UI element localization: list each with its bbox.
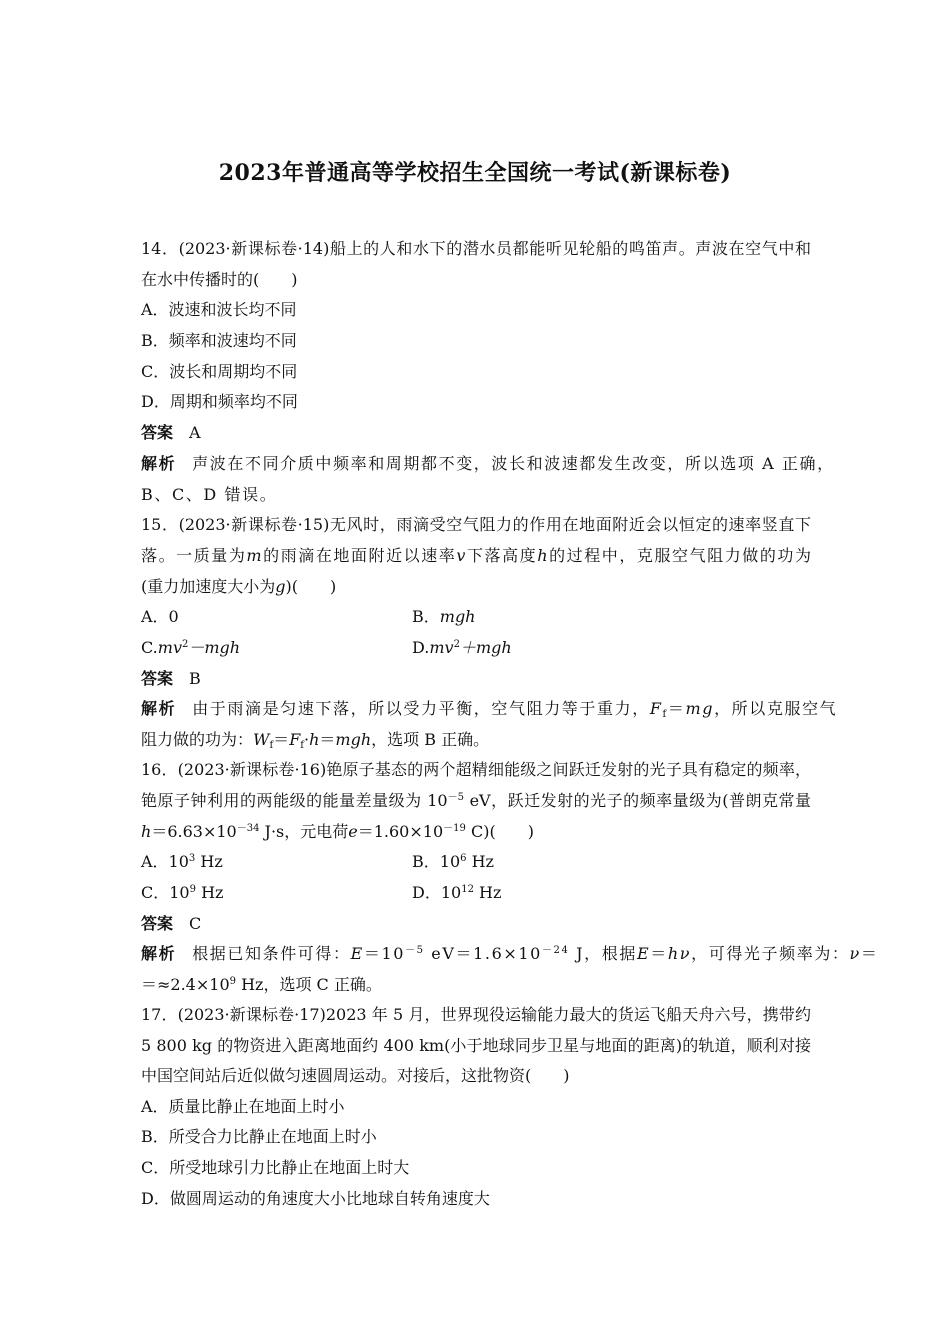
q16-option-a: A．$10^3$ Hz [141, 852, 223, 871]
q17-option-d: D．做圆周运动的角速度大小比地球自转角速度大 [141, 1189, 490, 1208]
q16-answer [141, 914, 201, 934]
q16-option-c: C．$10^9$ Hz [141, 883, 224, 902]
page-title: 2023年普通高等学校招生全国统一考试(新课标卷) [218, 160, 732, 186]
q17-stem-line1: 17．(2023·新课标卷·17)2023 年 5 月，世界现役运输能力最大的货运飞船天舟六号，携带约 [141, 1005, 811, 1024]
q14-option-c: C．波长和周期均不同 [141, 362, 298, 381]
answer-value: C [189, 914, 202, 933]
q15-option-d: $D.mv^2+mgh$ [412, 638, 512, 657]
analysis-label: 解析 [141, 699, 177, 718]
q17-option-a: A．质量比静止在地面上时小 [141, 1097, 345, 1116]
answer-value: B [189, 669, 201, 688]
q14-analysis-line1 [141, 454, 835, 474]
q15-answer [141, 669, 201, 689]
q14-analysis-line2: B、C、D 错误。 [141, 485, 278, 504]
q16-stem-line3: $h=6.63\times 10^{-34}$ J·s，元电荷$e=1.60\times 10^{-19}$ C)( ) [141, 822, 534, 841]
q14-stem-line2: 在水中传播时的( ) [141, 270, 298, 289]
q15-option-b: B．mgh [412, 607, 476, 626]
q17-option-c: C．所受地球引力比静止在地面上时大 [141, 1158, 410, 1177]
q16-stem-line2: 铯原子钟利用的两能级的能量差量级为 $10^{-5}$ eV，跃迁发射的光子的频率量级为(普朗克常量 [141, 791, 811, 810]
analysis-text: 声波在不同介质中频率和周期都不变，波长和波速都发生改变，所以选项 A 正确， [192, 454, 835, 473]
q17-stem-line2: 5 800 kg 的物资进入距离地面约 400 km(小于地球同步卫星与地面的距离)的轨道，顺利对接 [141, 1036, 811, 1055]
q14-option-a: A．波速和波长均不同 [141, 300, 297, 319]
q17-option-b: B．所受合力比静止在地面上时小 [141, 1127, 377, 1146]
analysis-label: 解析 [141, 454, 177, 473]
q16-analysis-line1: 解析 根据已知条件可得：$E=10^{-5}$ $eV=1.6\times 10^{-24}$ J，根据E＝hν，可得光子频率为：ν＝ [141, 944, 879, 963]
q16-option-d: D．$10^{12}$ Hz [412, 883, 502, 902]
answer-value: A [189, 423, 201, 442]
q15-analysis-line1: 解析 由于雨滴是匀速下落，所以受力平衡，空气阻力等于重力，$F_f=mg$，所以克服空气 [141, 699, 838, 720]
answer-label: 答案 [141, 669, 174, 688]
q15-stem-line1: 15．(2023·新课标卷·15)无风时，雨滴受空气阻力的作用在地面附近会以恒定的速率竖直下 [141, 515, 811, 534]
analysis-label: 解析 [141, 944, 177, 963]
answer-label: 答案 [141, 914, 174, 933]
q15-stem-line3: (重力加速度大小为g)( ) [141, 577, 337, 596]
q14-stem-line1: 14．(2023·新课标卷·14)船上的人和水下的潜水员都能听见轮船的鸣笛声。声波在空气中和 [141, 239, 811, 258]
q15-option-c: $C.mv^2-mgh$ [141, 638, 241, 657]
q14-option-d: D．周期和频率均不同 [141, 392, 298, 411]
q16-stem-line1: 16．(2023·新课标卷·16)铯原子基态的两个超精细能级之间跃迁发射的光子具有稳定的频率， [141, 760, 811, 779]
q16-option-b: B．$10^6$ Hz [412, 852, 494, 871]
q15-stem-line2: 落。一质量为m的雨滴在地面附近以速率v下落高度h的过程中，克服空气阻力做的功为 [141, 546, 811, 565]
q15-option-a: A．0 [141, 607, 179, 626]
answer-label: 答案 [141, 423, 174, 442]
q14-answer [141, 423, 201, 443]
q14-option-b: B．频率和波速均不同 [141, 331, 297, 350]
q16-analysis-line2: $=\approx 2.4\times 10^9$ Hz，选项 C 正确。 [141, 975, 382, 994]
q15-analysis-line2: 阻力做的功为：$W_f=F_f\cdot h=mgh$，选项 B 正确。 [141, 730, 490, 751]
q17-stem-line3: 中国空间站后近似做匀速圆周运动。对接后，这批物资( ) [141, 1066, 570, 1085]
